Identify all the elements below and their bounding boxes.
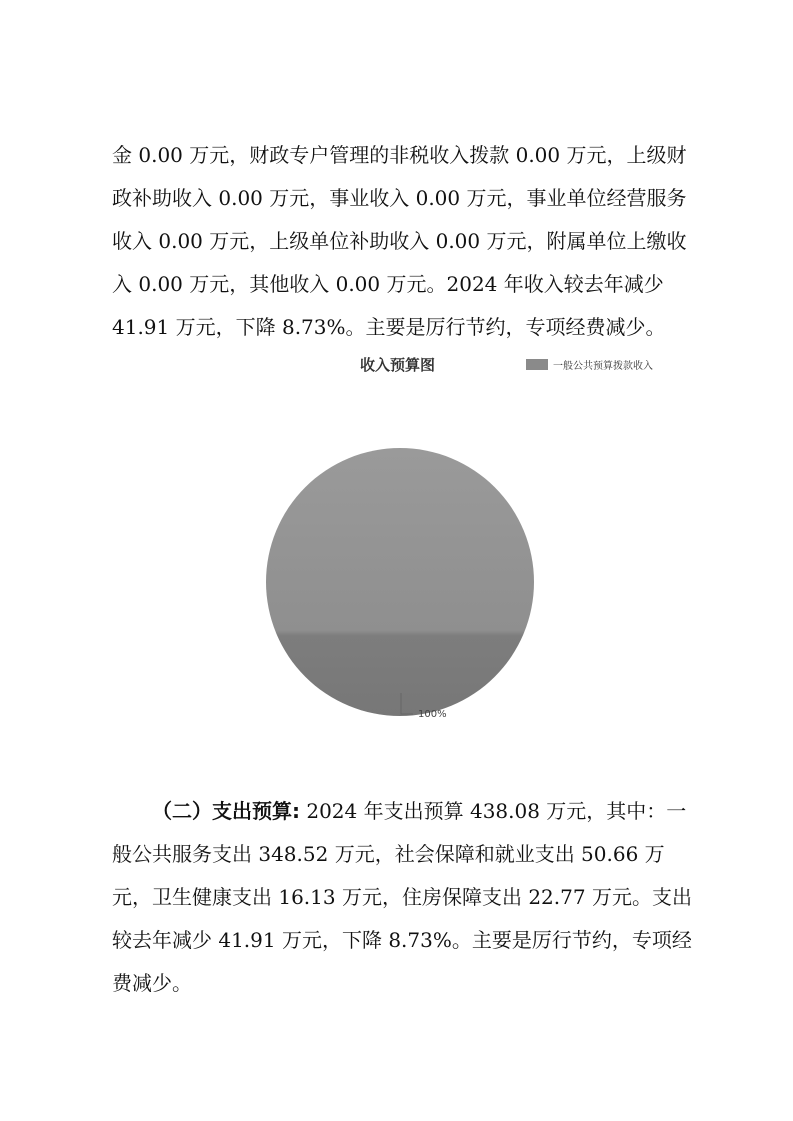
legend-label: 一般公共预算拨款收入 bbox=[553, 361, 653, 372]
income-budget-paragraph bbox=[112, 134, 692, 349]
income-budget-chart bbox=[250, 350, 700, 730]
expenditure-budget-paragraph bbox=[112, 790, 692, 1005]
income-budget-text: 金 0.00 万元，财政专户管理的非税收入拨款 0.00 万元，上级财政补助收入 0.00 万元，事业收入 0.00 万元，事业单位经营服务收入 0.00 万元，上级单位补助收入 0.00 万元，附属单位上缴收入 0.00 万元，其他收入 0.00 万元。2024 年收入较去年减少 41.91 万元，下降 8.73%。主要是厉行节约，专项经费减少。 bbox=[112, 143, 687, 339]
chart-title: 收入预算图 bbox=[360, 356, 436, 374]
pie-chart bbox=[250, 350, 700, 730]
expenditure-section-heading: （二）支出预算: bbox=[152, 799, 300, 823]
pie-slice-label: 100% bbox=[418, 709, 447, 720]
expenditure-budget-text: 2024 年支出预算 438.08 万元，其中：一般公共服务支出 348.52 万元，社会保障和就业支出 50.66 万元，卫生健康支出 16.13 万元，住房保障支出 22.77 万元。支出较去年减少 41.91 万元，下降 8.73%。主要是厉行节约，专项经费减少。 bbox=[112, 799, 692, 995]
pie-slice bbox=[266, 448, 534, 716]
